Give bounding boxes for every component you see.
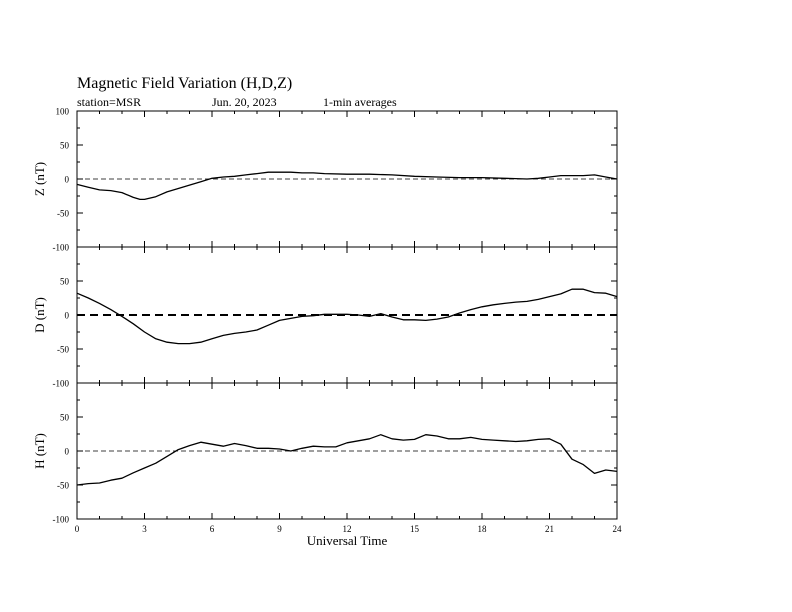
x-tick-label: 12 <box>342 524 352 534</box>
y-tick-label-h: 0 <box>64 446 69 457</box>
series-line-h <box>77 435 617 485</box>
y-tick-label-z: 50 <box>60 140 69 151</box>
x-tick-label: 24 <box>612 524 622 534</box>
series-line-z <box>77 172 617 199</box>
averaging-label: 1-min averages <box>323 95 397 109</box>
x-tick-label: 9 <box>277 524 282 534</box>
y-tick-label-d: -50 <box>57 344 69 355</box>
y-tick-label-h: -50 <box>57 480 69 491</box>
y-tick-label-d: 50 <box>60 276 69 287</box>
station-label: station=MSR <box>77 95 142 109</box>
chart-title: Magnetic Field Variation (H,D,Z) <box>77 75 293 92</box>
y-tick-label-h: -100 <box>52 514 69 525</box>
y-axis-label-z: Z (nT) <box>32 161 47 197</box>
y-tick-label-d: 0 <box>64 310 69 321</box>
x-tick-label: 21 <box>545 524 554 534</box>
y-tick-label-z: 0 <box>64 174 69 185</box>
x-tick-label: 15 <box>410 524 419 534</box>
date-label: Jun. 20, 2023 <box>212 95 277 109</box>
series-line-d <box>77 289 617 343</box>
y-tick-label-z: -100 <box>52 242 69 253</box>
x-axis-label: Universal Time <box>306 533 388 548</box>
y-tick-label-d: -100 <box>52 378 69 389</box>
x-tick-label: 6 <box>209 524 215 534</box>
y-tick-label-h: 50 <box>60 412 69 423</box>
y-tick-label-z: -50 <box>57 208 69 219</box>
y-tick-label-z: 100 <box>55 106 69 117</box>
x-tick-label: 0 <box>74 524 80 534</box>
x-tick-label: 3 <box>142 524 147 534</box>
x-tick-label: 18 <box>477 524 487 534</box>
y-axis-label-d: D (nT) <box>32 297 47 333</box>
y-axis-label-h: H (nT) <box>32 433 47 469</box>
